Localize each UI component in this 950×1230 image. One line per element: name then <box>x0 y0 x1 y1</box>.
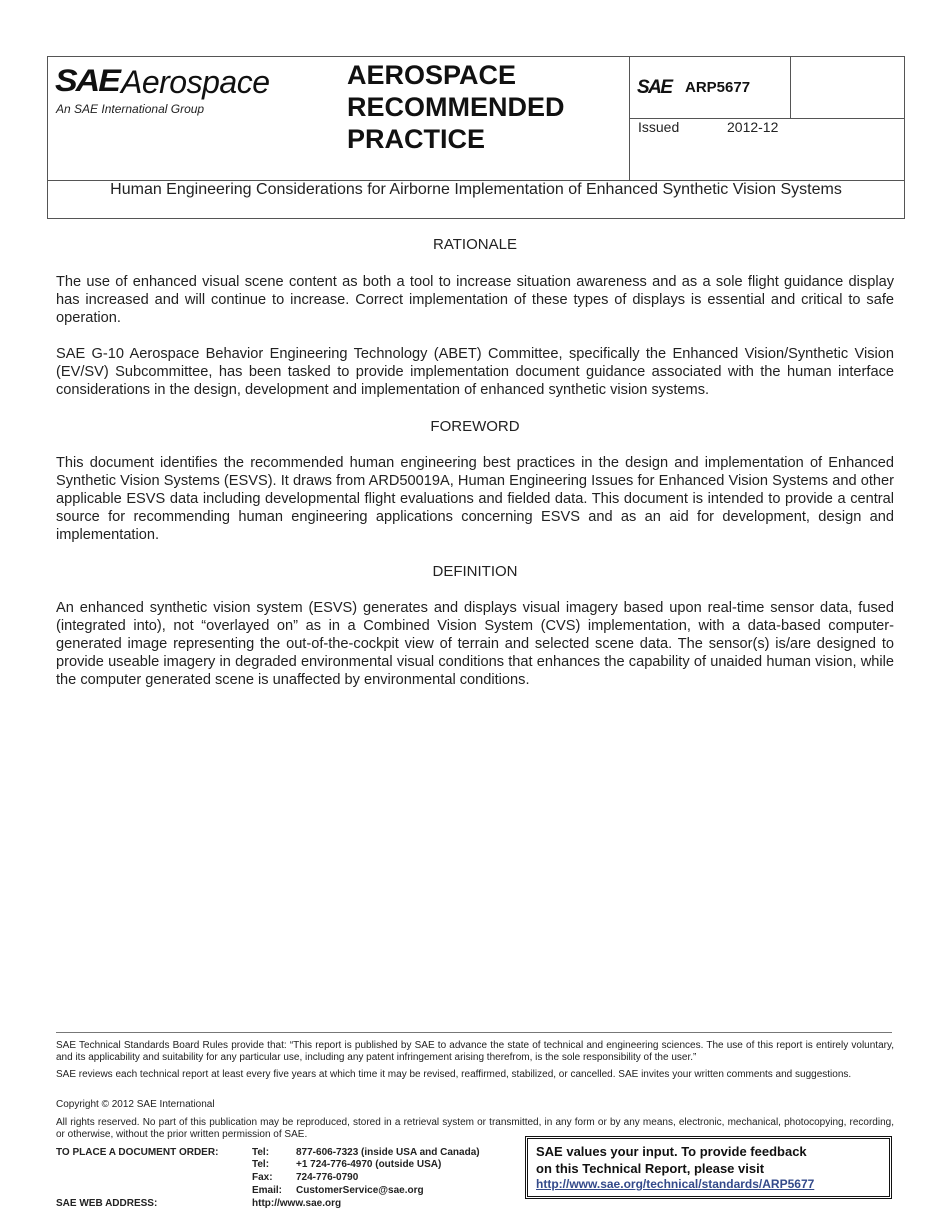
board-rules-text: SAE Technical Standards Board Rules provide that: “This report is published by SAE to advance the state of technical and engineering sciences. The use of this report is entirely voluntary, and its applicability and suitability for any particular use, including any patent infringement arising therefrom, is the sole responsibility of the user.” <box>56 1040 894 1063</box>
logo-tagline: An SAE International Group <box>56 102 205 116</box>
foreword-heading: FOREWORD <box>430 418 520 435</box>
footer-divider <box>56 1032 892 1033</box>
email-address[interactable]: CustomerService@sae.org <box>296 1185 424 1196</box>
review-text: SAE reviews each technical report at least every five years at which time it may be revised, reaffirmed, stabilized, or cancelled. SAE invites your written comments and suggestions. <box>56 1069 852 1080</box>
document-body <box>56 236 894 689</box>
sae-aerospace-logo <box>55 62 300 122</box>
header-table <box>47 56 905 219</box>
rationale-paragraph: SAE G-10 Aerospace Behavior Engineering Technology (ABET) Committee, specifically the Enhanced Vision/Synthetic Vision (EV/SV) Subcommittee, has been tasked to provide implementation document guidance associated with the human interface considerations in the design, development and implementation of enhanced synthetic vision systems. <box>56 346 894 398</box>
logo-name: Aerospace <box>121 64 270 100</box>
tel-inside: 877-606-7323 (inside USA and Canada) <box>296 1147 480 1158</box>
header-divider <box>790 57 791 118</box>
foreword-paragraph: This document identifies the recommended human engineering best practices in the design and implementation of Enhanced Synthetic Vision Systems (ESVS). It draws from ARD50019A, Human Engineering Issues for Enhanced Vision Systems and other applicable ESVS data including developmental flight evaluations and fielded data. This document is intended to provide a central source for recommending human engineering applications concerning ESVS and as an aid for development, design and implementation. <box>56 455 894 543</box>
doc-type-line: PRACTICE <box>347 124 486 154</box>
feedback-box <box>525 1136 892 1199</box>
feedback-text: on this Technical Report, please visit <box>536 1161 765 1176</box>
contact-tel-inside <box>252 1147 480 1158</box>
order-label: TO PLACE A DOCUMENT ORDER: <box>56 1147 219 1158</box>
doc-type-line: RECOMMENDED <box>347 92 565 122</box>
email-label: Email: <box>252 1185 283 1196</box>
tel-label: Tel: <box>252 1159 270 1170</box>
sae-mini-logo: SAE <box>637 77 672 98</box>
rights-text: All rights reserved. No part of this publication may be reproduced, stored in a retrieval system or transmitted, in any form or by any means, electronic, mechanical, photocopying, recording, or otherwise, without the prior written permission of SAE. <box>56 1117 894 1140</box>
fax-label: Fax: <box>252 1172 273 1183</box>
doc-type-line: AEROSPACE <box>347 60 517 90</box>
definition-paragraph: An enhanced synthetic vision system (ESVS) generates and displays visual imagery based upon real-time sensor data, fused (integrated into), not “overlayed on” as in a Combined Vision System (CVS) implementation, with a data-based computer-generated image representing the out-of-the-cockpit view of terrain and selected scene data. The sensor(s) is/are designed to provide useable imagery in degraded environmental visual conditions that enhances the capability of unaided human vision, while the computer generated scene is unaffected by environmental conditions. <box>56 600 894 688</box>
feedback-text: SAE values your input. To provide feedback <box>536 1144 807 1159</box>
contact-email <box>252 1185 424 1196</box>
document-type <box>347 59 627 155</box>
issued-date: 2012-12 <box>727 119 779 135</box>
logo-brand: SAE <box>55 63 119 99</box>
document-title: Human Engineering Considerations for Airborne Implementation of Enhanced Synthetic Vision Systems <box>110 181 842 198</box>
contact-tel-outside <box>252 1159 441 1170</box>
feedback-link[interactable]: http://www.sae.org/technical/standards/ARP5677 <box>536 1177 815 1191</box>
copyright-text: Copyright © 2012 SAE International <box>56 1099 215 1110</box>
fax-number: 724-776-0790 <box>296 1172 359 1183</box>
tel-label: Tel: <box>252 1147 270 1158</box>
issued-label: Issued <box>638 119 680 135</box>
contact-fax <box>252 1172 358 1183</box>
web-address-label: SAE WEB ADDRESS: <box>56 1198 158 1209</box>
definition-heading: DEFINITION <box>432 563 518 580</box>
rationale-heading: RATIONALE <box>433 236 517 253</box>
tel-outside: +1 724-776-4970 (outside USA) <box>296 1159 442 1170</box>
document-number: ARP5677 <box>685 79 751 96</box>
rationale-paragraph: The use of enhanced visual scene content as both a tool to increase situation awareness and as a sole flight guidance display has increased and will continue to increase. Correct implementation of these types of displays is essential and critical to safe operation. <box>56 274 894 326</box>
web-address[interactable]: http://www.sae.org <box>252 1198 342 1209</box>
